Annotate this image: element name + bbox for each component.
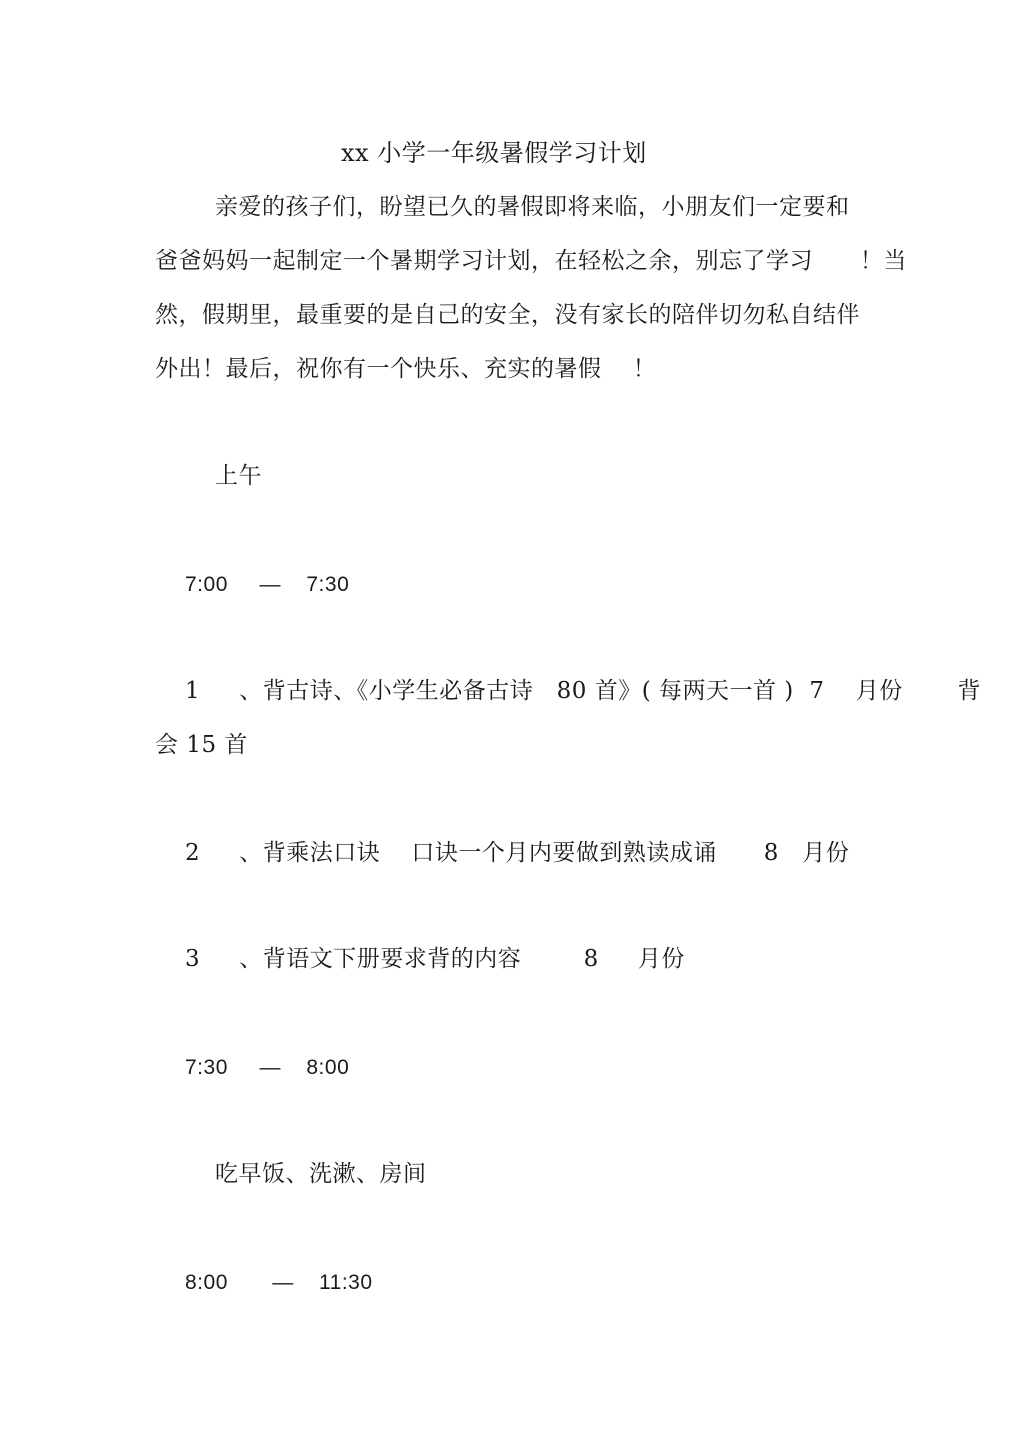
time-range-3: 8:00 — 11:30 (185, 1271, 373, 1294)
intro-line-2: 爸爸妈妈一起制定一个暑期学习计划，在轻松之余，别忘了学习 ！当 (155, 248, 907, 274)
document-title: xx 小学一年级暑假学习计划 (341, 139, 647, 167)
plan-item-3: 3 、背语文下册要求背的内容 8 月份 (185, 946, 685, 972)
plan-item-2: 2 、背乘法口诀 口诀一个月内要做到熟读成诵 8 月份 (185, 840, 850, 866)
section-heading-morning: 上午 (215, 463, 262, 489)
time-range-2: 7:30 — 8:00 (185, 1056, 350, 1079)
time-range-1: 7:00 — 7:30 (185, 573, 350, 596)
plan-item-1-continued: 会 15 首 (155, 732, 248, 758)
intro-line-1: 亲爱的孩子们，盼望已久的暑假即将来临，小朋友们一定要和 (215, 194, 850, 220)
breakfast-text: 吃早饭、洗漱、房间 (215, 1161, 427, 1187)
plan-item-1: 1 、背古诗、《小学生必备古诗 80 首》( 每两天一首 ) 7 月份 背 (185, 678, 981, 704)
intro-line-3: 然，假期里，最重要的是自己的安全，没有家长的陪伴切勿私自结伴 (155, 302, 860, 328)
intro-line-4: 外出！最后，祝你有一个快乐、充实的暑假 ！ (155, 356, 657, 382)
